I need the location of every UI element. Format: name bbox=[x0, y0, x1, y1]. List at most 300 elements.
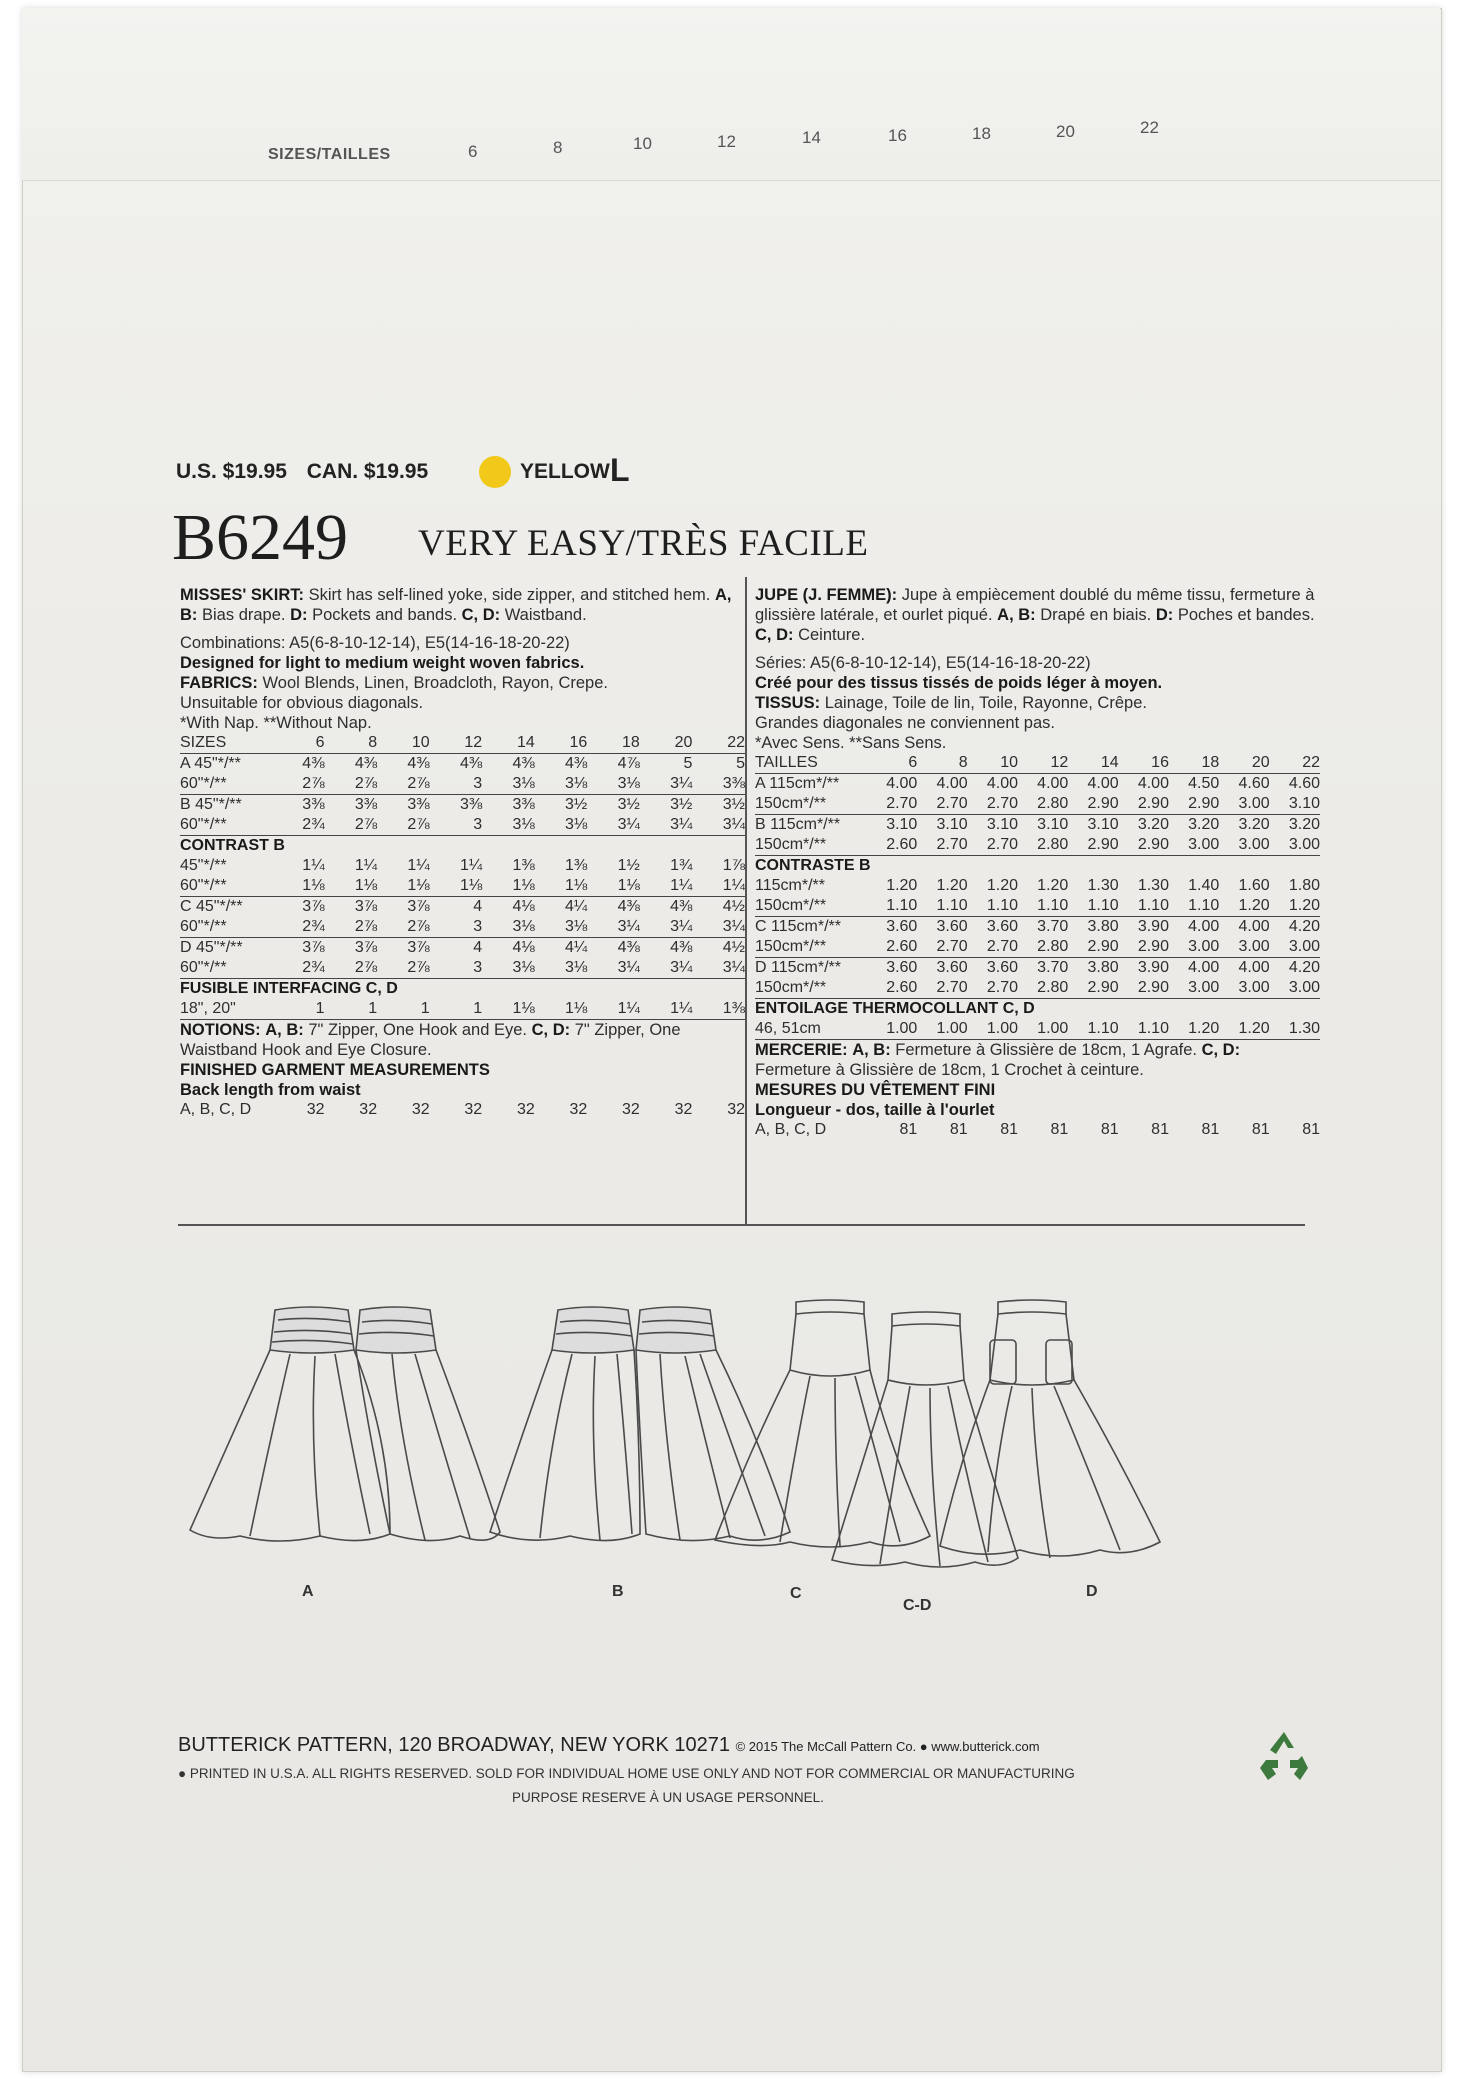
table-cell: 1.30 bbox=[1087, 877, 1119, 894]
row-label: 18", 20" bbox=[180, 999, 272, 1020]
table-cell: 4.20 bbox=[1288, 959, 1320, 976]
table-cell: 4¼ bbox=[565, 939, 588, 956]
table-cell: 3.60 bbox=[986, 918, 1018, 935]
size-header-cell: 6 bbox=[867, 753, 917, 774]
table-cell: 2.70 bbox=[968, 978, 1018, 999]
table-row bbox=[755, 958, 1320, 979]
row-label: 150cm*/** bbox=[755, 835, 867, 856]
french-nap: *Avec Sens. **Sans Sens. bbox=[755, 734, 947, 752]
size-header-cell: 10 bbox=[968, 753, 1018, 774]
flap-size: 18 bbox=[972, 124, 991, 143]
table-cell: 3¼ bbox=[692, 958, 745, 979]
row-label: 150cm*/** bbox=[755, 978, 867, 999]
table-cell: 1.20 bbox=[1270, 896, 1320, 917]
flap-size: 12 bbox=[717, 132, 736, 151]
table-cell: 3⅞ bbox=[354, 898, 378, 915]
table-cell: 4.50 bbox=[1188, 775, 1220, 792]
row-label: B 115cm*/** bbox=[755, 816, 841, 833]
table-cell: 3¼ bbox=[587, 917, 640, 938]
table-cell: 3.60 bbox=[886, 959, 918, 976]
row-label: 60"*/** bbox=[180, 774, 272, 795]
measure-cell: 32 bbox=[411, 1101, 430, 1118]
table-cell: 2.90 bbox=[1068, 978, 1118, 999]
table-cell: 4⅜ bbox=[617, 898, 640, 915]
table-cell: 4⅞ bbox=[617, 755, 640, 772]
row-label: A 115cm*/** bbox=[755, 775, 840, 792]
table-cell: 2⅞ bbox=[377, 774, 430, 795]
table-cell: 1¼ bbox=[692, 876, 745, 897]
table-row bbox=[755, 794, 1320, 815]
table-cell: 3.00 bbox=[1219, 794, 1269, 815]
size-header-cell: 14 bbox=[482, 733, 535, 754]
french-yardage-table bbox=[755, 753, 1320, 1040]
table-row bbox=[755, 876, 1320, 896]
table-cell: 1.10 bbox=[867, 896, 917, 917]
table-cell: 1⅛ bbox=[482, 876, 535, 897]
english-back-length: Back length from waist bbox=[180, 1081, 361, 1099]
row-label: D 45"*/** bbox=[180, 939, 243, 956]
table-cell: 1.00 bbox=[867, 1019, 917, 1040]
table-cell: 2.60 bbox=[867, 937, 917, 958]
table-cell: 2.70 bbox=[917, 794, 967, 815]
measure-row bbox=[755, 1120, 1320, 1140]
table-section-heading: CONTRAST B bbox=[180, 837, 285, 854]
table-cell: 4.00 bbox=[1087, 775, 1119, 792]
table-cell: 3.20 bbox=[1137, 816, 1169, 833]
table-cell: 3⅜ bbox=[512, 796, 535, 813]
flap-size: 8 bbox=[553, 138, 563, 157]
table-cell: 2.70 bbox=[968, 794, 1018, 815]
table-cell: 3.90 bbox=[1137, 918, 1169, 935]
table-cell: 1.20 bbox=[986, 877, 1018, 894]
table-cell: 1⅛ bbox=[430, 876, 483, 897]
table-cell: 1 bbox=[377, 999, 430, 1020]
view-d-drawing bbox=[940, 1300, 1160, 1600]
table-cell: 4 bbox=[473, 898, 483, 915]
table-cell: 3⅞ bbox=[407, 939, 430, 956]
table-cell: 3¼ bbox=[640, 815, 693, 836]
table-cell: 1.20 bbox=[1219, 1019, 1269, 1040]
yellow-dot-icon bbox=[479, 456, 511, 488]
table-cell: 3.10 bbox=[886, 816, 918, 833]
price-line bbox=[176, 460, 442, 484]
size-header-cell: 12 bbox=[1018, 753, 1068, 774]
size-header-cell: 8 bbox=[917, 753, 967, 774]
flap-size: 6 bbox=[468, 142, 478, 161]
table-cell: 3½ bbox=[617, 796, 640, 813]
table-cell: 3⅜ bbox=[302, 796, 325, 813]
measure-cell: 81 bbox=[899, 1121, 918, 1138]
measure-cell: 32 bbox=[359, 1101, 378, 1118]
table-cell: 3 bbox=[430, 774, 483, 795]
size-code: L bbox=[610, 452, 630, 488]
table-cell: 1.10 bbox=[1068, 1019, 1118, 1040]
view-b-front-drawing bbox=[490, 1307, 640, 1600]
table-cell: 3⅞ bbox=[407, 898, 430, 915]
french-designed: Créé pour des tissus tissés de poids léger à moyen. bbox=[755, 674, 1163, 692]
right-bottom-rule bbox=[745, 1224, 1305, 1226]
english-description: MISSES' SKIRT: Skirt has self-lined yoke, side zipper, and stitched hem. A, B: Bias drape. D: Pockets and bands. C, D: Waistband. bbox=[180, 586, 732, 624]
table-cell: 1¼ bbox=[354, 857, 378, 874]
table-cell: 2.70 bbox=[968, 835, 1018, 856]
table-cell: 3.60 bbox=[936, 959, 968, 976]
table-cell: 4⅜ bbox=[354, 755, 378, 772]
table-row bbox=[180, 897, 745, 918]
table-cell: 1.10 bbox=[1119, 896, 1169, 917]
table-cell: 3.60 bbox=[986, 959, 1018, 976]
measure-cell: 81 bbox=[1251, 1121, 1270, 1138]
table-cell: 5 bbox=[736, 755, 745, 772]
table-cell: 1.20 bbox=[1037, 877, 1069, 894]
table-cell: 3.20 bbox=[1188, 816, 1220, 833]
table-cell: 3.10 bbox=[936, 816, 968, 833]
table-cell: 2¾ bbox=[272, 958, 325, 979]
measure-cell: 81 bbox=[1050, 1121, 1069, 1138]
table-cell: 2.70 bbox=[917, 937, 967, 958]
table-cell: 2.90 bbox=[1119, 978, 1169, 999]
row-label: 60"*/** bbox=[180, 815, 272, 836]
table-cell: 4.00 bbox=[1137, 775, 1169, 792]
measure-cell: 32 bbox=[516, 1101, 535, 1118]
table-cell: 4.60 bbox=[1238, 775, 1270, 792]
table-cell: 3⅞ bbox=[302, 939, 325, 956]
table-cell: 2⅞ bbox=[377, 917, 430, 938]
table-row bbox=[755, 1019, 1320, 1040]
english-notions: NOTIONS: A, B: 7" Zipper, One Hook and Eye. C, D: 7" Zipper, One Waistband Hook and Eye Closure. bbox=[180, 1021, 681, 1059]
view-a-label: A bbox=[302, 1583, 314, 1600]
table-cell: 1.10 bbox=[917, 896, 967, 917]
size-header-cell: 22 bbox=[692, 733, 745, 754]
table-cell: 1.00 bbox=[917, 1019, 967, 1040]
flap-size: 20 bbox=[1056, 122, 1075, 141]
french-finished-heading: MESURES DU VÊTEMENT FINI bbox=[755, 1081, 996, 1099]
table-cell: 2.90 bbox=[1119, 937, 1169, 958]
table-cell: 1⅛ bbox=[482, 999, 535, 1020]
flap-size: 22 bbox=[1140, 118, 1159, 137]
table-row bbox=[180, 917, 745, 938]
table-row bbox=[180, 856, 745, 876]
table-cell: 4 bbox=[473, 939, 483, 956]
table-cell: 4⅜ bbox=[617, 939, 640, 956]
measure-cell: 81 bbox=[1100, 1121, 1119, 1138]
view-d-label: D bbox=[1086, 1583, 1098, 1600]
table-cell: 4½ bbox=[722, 939, 745, 956]
flap-size: 10 bbox=[633, 134, 652, 153]
table-row bbox=[180, 876, 745, 897]
table-cell: 4.00 bbox=[1188, 918, 1220, 935]
flap-size: 16 bbox=[888, 126, 907, 145]
measure-label: A, B, C, D bbox=[180, 1101, 252, 1118]
table-cell: 1¼ bbox=[640, 999, 693, 1020]
table-cell: 2⅞ bbox=[272, 774, 325, 795]
table-section-heading: FUSIBLE INTERFACING C, D bbox=[180, 980, 398, 997]
table-row bbox=[180, 999, 745, 1020]
table-cell: 4.00 bbox=[1188, 959, 1220, 976]
table-cell: 2⅞ bbox=[377, 958, 430, 979]
table-cell: 1⅛ bbox=[535, 999, 588, 1020]
copyright-text: © 2015 The McCall Pattern Co. ● www.butterick.com bbox=[735, 1739, 1040, 1754]
table-cell: 2.90 bbox=[1169, 794, 1219, 815]
table-cell: 3⅛ bbox=[535, 774, 588, 795]
table-cell: 1.80 bbox=[1288, 877, 1320, 894]
size-header-cell: 18 bbox=[587, 733, 640, 754]
column-divider bbox=[745, 577, 747, 1225]
english-yardage-table bbox=[180, 733, 745, 1020]
table-cell: 1.00 bbox=[1018, 1019, 1068, 1040]
publisher-line bbox=[178, 1734, 1040, 1757]
table-cell: 1.20 bbox=[1169, 1019, 1219, 1040]
row-label: 45"*/** bbox=[180, 857, 227, 874]
table-cell: 4⅜ bbox=[512, 755, 535, 772]
sizes-header-label: TAILLES bbox=[755, 753, 867, 774]
table-cell: 2.80 bbox=[1018, 978, 1068, 999]
table-cell: 3⅛ bbox=[482, 815, 535, 836]
table-cell: 4.00 bbox=[986, 775, 1018, 792]
table-cell: 4.20 bbox=[1288, 918, 1320, 935]
table-cell: 3.80 bbox=[1087, 959, 1119, 976]
table-row bbox=[180, 754, 745, 775]
table-cell: 1.30 bbox=[1270, 1019, 1320, 1040]
table-row bbox=[180, 938, 745, 959]
table-cell: 1⅜ bbox=[512, 857, 535, 874]
table-cell: 2.90 bbox=[1068, 794, 1118, 815]
table-cell: 3.00 bbox=[1270, 978, 1320, 999]
table-cell: 3.70 bbox=[1037, 959, 1069, 976]
table-cell: 1.20 bbox=[886, 877, 918, 894]
table-cell: 3⅛ bbox=[535, 958, 588, 979]
table-cell: 1.20 bbox=[936, 877, 968, 894]
size-header-cell: 14 bbox=[1068, 753, 1118, 774]
row-label: 150cm*/** bbox=[755, 937, 867, 958]
sizes-header-row bbox=[180, 733, 745, 754]
english-measure-table bbox=[180, 1100, 745, 1120]
table-row bbox=[755, 978, 1320, 999]
left-bottom-rule bbox=[178, 1224, 745, 1226]
row-label: C 45"*/** bbox=[180, 898, 243, 915]
table-cell: 3¼ bbox=[640, 774, 693, 795]
french-fabrics: TISSUS: Lainage, Toile de lin, Toile, Rayonne, Crêpe. bbox=[755, 694, 1147, 712]
measure-cell: 32 bbox=[569, 1101, 588, 1118]
measure-row bbox=[180, 1100, 745, 1120]
table-row bbox=[755, 896, 1320, 917]
table-cell: 2.80 bbox=[1018, 835, 1068, 856]
publisher-address: BUTTERICK PATTERN, 120 BROADWAY, NEW YORK 10271 bbox=[178, 1734, 731, 1756]
table-cell: 3 bbox=[430, 958, 483, 979]
table-row bbox=[755, 835, 1320, 856]
table-cell: 3⅞ bbox=[354, 939, 378, 956]
difficulty-label: VERY EASY/TRÈS FACILE bbox=[418, 523, 869, 564]
table-cell: 3.00 bbox=[1169, 937, 1219, 958]
table-cell: 4⅜ bbox=[459, 755, 483, 772]
size-header-cell: 12 bbox=[430, 733, 483, 754]
table-cell: 2.70 bbox=[917, 835, 967, 856]
table-cell: 3 bbox=[430, 815, 483, 836]
table-cell: 4.00 bbox=[1238, 959, 1270, 976]
row-label: 60"*/** bbox=[180, 917, 272, 938]
table-cell: 3.00 bbox=[1219, 937, 1269, 958]
table-cell: 1⅛ bbox=[325, 876, 378, 897]
table-cell: 3¼ bbox=[640, 917, 693, 938]
row-label: 115cm*/** bbox=[755, 877, 825, 894]
table-cell: 1¼ bbox=[407, 857, 430, 874]
french-measure-table bbox=[755, 1120, 1320, 1140]
table-row bbox=[755, 917, 1320, 938]
table-cell: 1 bbox=[325, 999, 378, 1020]
table-cell: 3.70 bbox=[1037, 918, 1069, 935]
table-cell: 2¾ bbox=[272, 917, 325, 938]
pattern-number: B6249 bbox=[172, 501, 349, 574]
table-cell: 4⅛ bbox=[512, 939, 535, 956]
table-cell: 4¼ bbox=[565, 898, 588, 915]
table-cell: 2⅞ bbox=[377, 815, 430, 836]
table-cell: 1.60 bbox=[1238, 877, 1270, 894]
table-cell: 1.10 bbox=[1018, 896, 1068, 917]
table-cell: 3.60 bbox=[886, 918, 918, 935]
table-cell: 2⅞ bbox=[325, 815, 378, 836]
table-cell: 2.70 bbox=[917, 978, 967, 999]
measure-cell: 32 bbox=[674, 1101, 693, 1118]
table-cell: 4⅜ bbox=[302, 755, 325, 772]
table-cell: 1.10 bbox=[1169, 896, 1219, 917]
size-header-cell: 18 bbox=[1169, 753, 1219, 774]
table-cell: 3.00 bbox=[1169, 835, 1219, 856]
table-cell: 3.60 bbox=[936, 918, 968, 935]
sizes-header-row bbox=[755, 753, 1320, 774]
french-description: JUPE (J. FEMME): Jupe à empiècement doublé du même tissu, fermeture à glissière latérale, et ourlet piqué. A, B: Drapé en biais. D: Poches et bandes. C, D: Ceinture. bbox=[755, 586, 1315, 644]
view-cd-label: C-D bbox=[903, 1597, 932, 1610]
table-cell: 2.80 bbox=[1018, 794, 1068, 815]
rights-line: ● PRINTED IN U.S.A. ALL RIGHTS RESERVED. SOLD FOR INDIVIDUAL HOME USE ONLY AND NOT FOR COMMERCIAL OR MANUFACTURING bbox=[178, 1766, 1075, 1781]
table-cell: 2⅞ bbox=[325, 774, 378, 795]
table-row bbox=[180, 774, 745, 795]
table-cell: 4⅜ bbox=[407, 755, 430, 772]
table-cell: 3¼ bbox=[587, 958, 640, 979]
flap-size: 14 bbox=[802, 128, 821, 147]
french-combinations: Séries: A5(6-8-10-12-14), E5(14-16-18-20-22) bbox=[755, 654, 1091, 672]
measure-cell: 81 bbox=[1000, 1121, 1018, 1138]
table-cell: 3⅜ bbox=[407, 796, 430, 813]
table-cell: 2.60 bbox=[867, 978, 917, 999]
table-cell: 4.00 bbox=[886, 775, 918, 792]
table-cell: 2.70 bbox=[968, 937, 1018, 958]
table-cell: 1⅛ bbox=[535, 876, 588, 897]
table-cell: 2¾ bbox=[272, 815, 325, 836]
table-section-heading: CONTRASTE B bbox=[755, 857, 871, 874]
measure-cell: 32 bbox=[727, 1101, 745, 1118]
table-cell: 5 bbox=[683, 755, 693, 772]
table-cell: 3.90 bbox=[1137, 959, 1169, 976]
table-cell: 1¾ bbox=[670, 857, 693, 874]
purpose-line: PURPOSE RESERVE À UN USAGE PERSONNEL. bbox=[512, 1790, 824, 1805]
table-cell: 1.10 bbox=[968, 896, 1018, 917]
table-cell: 1.20 bbox=[1219, 896, 1269, 917]
row-label: 60"*/** bbox=[180, 876, 272, 897]
table-cell: 1.30 bbox=[1137, 877, 1169, 894]
table-cell: 3¼ bbox=[587, 815, 640, 836]
measure-cell: 32 bbox=[306, 1101, 325, 1118]
size-header-cell: 20 bbox=[1219, 753, 1269, 774]
table-row bbox=[755, 937, 1320, 958]
flap-sizes-row bbox=[268, 118, 1268, 163]
table-row bbox=[755, 774, 1320, 795]
skirt-line-drawings bbox=[170, 1270, 1230, 1610]
table-cell: 4.00 bbox=[1037, 775, 1069, 792]
table-cell: 4.00 bbox=[936, 775, 968, 792]
table-cell: 1⅛ bbox=[587, 876, 640, 897]
row-label: C 115cm*/** bbox=[755, 918, 841, 935]
table-row bbox=[755, 815, 1320, 836]
table-cell: 3⅛ bbox=[535, 815, 588, 836]
table-cell: 4½ bbox=[722, 898, 745, 915]
row-label: A 45"*/** bbox=[180, 755, 241, 772]
table-cell: 3.10 bbox=[1037, 816, 1069, 833]
table-cell: 2⅞ bbox=[325, 958, 378, 979]
view-c-drawing bbox=[715, 1300, 930, 1602]
table-cell: 3½ bbox=[670, 796, 693, 813]
table-cell: 1.40 bbox=[1188, 877, 1220, 894]
table-cell: 3.00 bbox=[1169, 978, 1219, 999]
table-cell: 1 bbox=[272, 999, 325, 1020]
row-label: 150cm*/** bbox=[755, 794, 867, 815]
table-cell: 2.90 bbox=[1119, 794, 1169, 815]
english-combinations: Combinations: A5(6-8-10-12-14), E5(14-16-18-20-22) bbox=[180, 634, 570, 652]
table-cell: 1¼ bbox=[640, 876, 693, 897]
table-cell: 2.90 bbox=[1068, 835, 1118, 856]
french-unsuitable: Grandes diagonales ne conviennent pas. bbox=[755, 714, 1055, 732]
french-column bbox=[755, 585, 1320, 1140]
color-label: YELLOW bbox=[520, 460, 610, 483]
measure-cell: 81 bbox=[949, 1121, 968, 1138]
table-cell: 3½ bbox=[722, 796, 745, 813]
price-can: CAN. $19.95 bbox=[306, 460, 429, 483]
table-cell: 3¼ bbox=[692, 815, 745, 836]
table-cell: 4.60 bbox=[1288, 775, 1320, 792]
measure-label: A, B, C, D bbox=[755, 1121, 827, 1138]
table-cell: 3⅛ bbox=[587, 774, 640, 795]
table-cell: 1⅞ bbox=[722, 857, 745, 874]
table-row bbox=[180, 815, 745, 836]
table-cell: 1½ bbox=[617, 857, 640, 874]
french-notions: MERCERIE: A, B: Fermeture à Glissière de 18cm, 1 Agrafe. C, D: Fermeture à Glissière de 18cm, 1 Crochet à ceinture. bbox=[755, 1041, 1241, 1079]
table-cell: 1.10 bbox=[1119, 1019, 1169, 1040]
table-cell: 1⅛ bbox=[377, 876, 430, 897]
table-cell: 1 bbox=[430, 999, 483, 1020]
table-cell: 3.00 bbox=[1219, 835, 1269, 856]
view-c-label: C bbox=[790, 1585, 802, 1602]
english-unsuitable: Unsuitable for obvious diagonals. bbox=[180, 694, 424, 712]
english-designed: Designed for light to medium weight woven fabrics. bbox=[180, 654, 585, 672]
english-nap: *With Nap. **Without Nap. bbox=[180, 714, 372, 732]
table-cell: 3⅜ bbox=[459, 796, 483, 813]
table-cell: 1⅜ bbox=[692, 999, 745, 1020]
table-cell: 4⅜ bbox=[670, 898, 693, 915]
table-cell: 2.70 bbox=[867, 794, 917, 815]
table-cell: 3.00 bbox=[1219, 978, 1269, 999]
table-row bbox=[180, 958, 745, 979]
english-column bbox=[180, 585, 745, 1120]
table-cell: 3.20 bbox=[1238, 816, 1270, 833]
size-header-cell: 16 bbox=[535, 733, 588, 754]
table-cell: 3.10 bbox=[1087, 816, 1119, 833]
table-cell: 3.00 bbox=[1270, 835, 1320, 856]
table-section-heading: ENTOILAGE THERMOCOLLANT C, D bbox=[755, 1000, 1035, 1017]
table-cell: 3.80 bbox=[1087, 918, 1119, 935]
table-cell: 1¼ bbox=[302, 857, 325, 874]
table-cell: 3⅜ bbox=[692, 774, 745, 795]
recycle-icon bbox=[1254, 1726, 1314, 1786]
measure-cell: 81 bbox=[1302, 1121, 1320, 1138]
table-cell: 1.00 bbox=[968, 1019, 1018, 1040]
